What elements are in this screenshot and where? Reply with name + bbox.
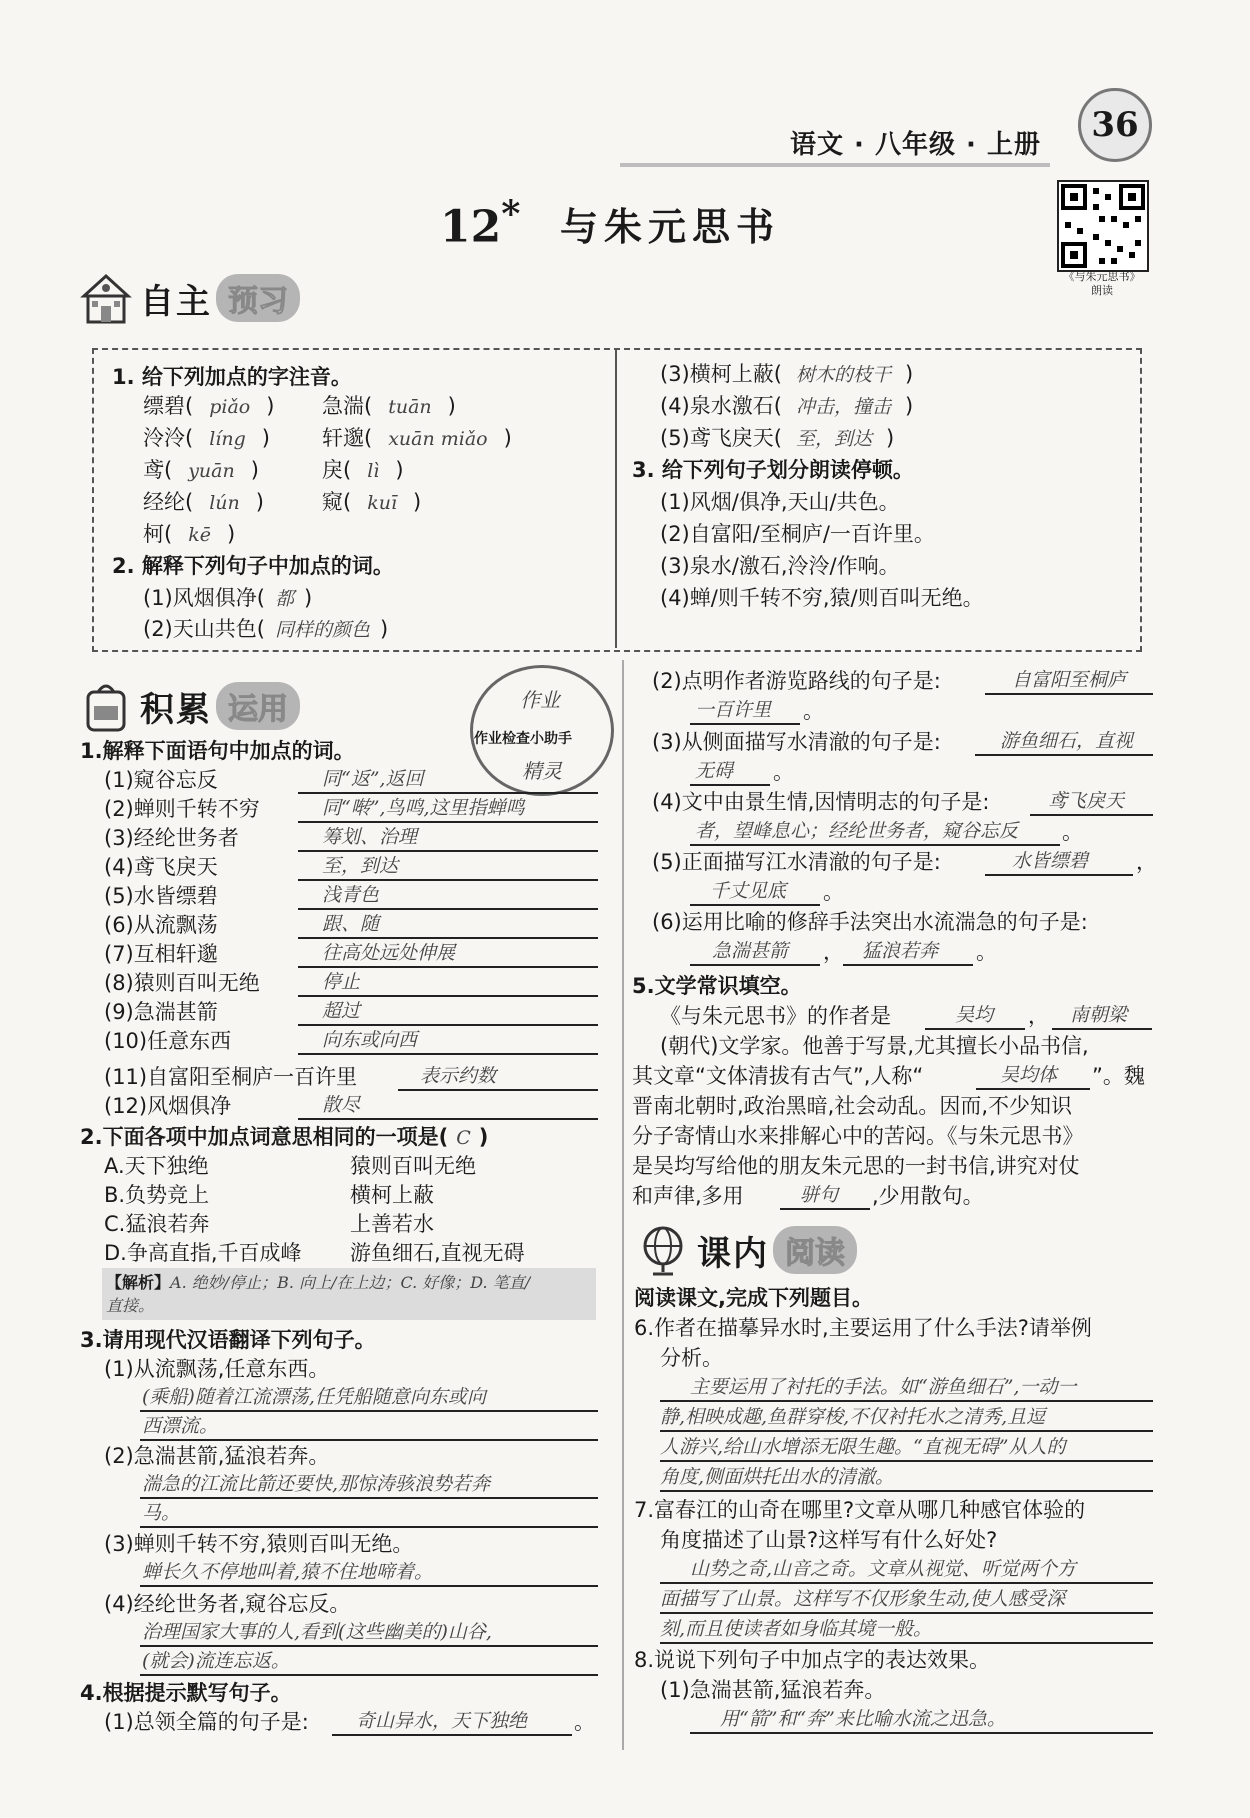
punctuation: 。 bbox=[574, 1710, 595, 1734]
answer-line bbox=[780, 1208, 870, 1210]
word-item: (5)水皆缥碧 bbox=[104, 884, 218, 908]
recite-question: (2)点明作者游览路线的句子是: bbox=[652, 669, 941, 693]
handwritten-answer: 角度,侧面烘托出水的清澈。 bbox=[660, 1466, 895, 1488]
section-title-sub: 运用 bbox=[216, 682, 300, 730]
answer-line bbox=[660, 1400, 1153, 1402]
literature-text: 和声律,多用 bbox=[632, 1184, 744, 1208]
pinyin-item: 窥( kuī ) bbox=[322, 490, 422, 514]
answer-line bbox=[140, 1526, 598, 1528]
literature-text: ”。魏 bbox=[1092, 1064, 1145, 1088]
lesson-number bbox=[440, 192, 520, 253]
literature-text: 其文章“文体清拔有古气”,人称“ bbox=[632, 1064, 924, 1088]
handwritten-answer: 刻,而且使读者如身临其境一般。 bbox=[660, 1618, 933, 1640]
handwritten-answer: 吴均体 bbox=[1000, 1064, 1058, 1086]
reading-question: 8.说说下列句子中加点字的表达效果。 bbox=[634, 1648, 991, 1672]
question-heading: 5.文学常识填空。 bbox=[632, 974, 802, 998]
word-item: (1)窥谷忘反 bbox=[104, 768, 218, 792]
pinyin-item: 缥碧( piǎo ) bbox=[143, 394, 275, 418]
analysis-line: 【解析】A. 绝妙/停止；B. 向上/在上边；C. 好像；D. 笔直/ bbox=[106, 1273, 531, 1292]
pinyin-item: 经纶( lún ) bbox=[143, 490, 264, 514]
question-heading: 1. 给下列加点的字注音。 bbox=[112, 365, 352, 389]
lesson-number-text: 12 bbox=[440, 201, 502, 253]
reading-intro: 阅读课文,完成下列题目。 bbox=[634, 1286, 873, 1310]
translate-question: (4)经纶世务者,窥谷忘反。 bbox=[104, 1592, 351, 1616]
translate-question: (1)从流飘荡,任意东西。 bbox=[104, 1357, 330, 1381]
handwritten-answer: 猛浪若奔 bbox=[862, 940, 939, 962]
qr-caption: 《与朱元思书》 朗读 bbox=[1063, 270, 1141, 297]
word-item: (2)蝉则千转不穷 bbox=[104, 797, 260, 821]
question-heading: 3. 给下列句子划分朗读停顿。 bbox=[632, 458, 914, 482]
handwritten-answer: 浅青色 bbox=[322, 884, 380, 906]
translate-question: (3)蝉则千转不穷,猿则百叫无绝。 bbox=[104, 1532, 414, 1556]
handwritten-answer: 静,相映成趣,鱼群穿梭,不仅衬托水之清秀,且逗 bbox=[660, 1406, 1046, 1428]
handwritten-answer: 山势之奇,山音之奇。文章从视觉、听觉两个方 bbox=[690, 1558, 1077, 1580]
word-item: (7)互相轩邈 bbox=[104, 942, 218, 966]
handwritten-answer: 游鱼细石，直视 bbox=[1000, 730, 1134, 752]
handwritten-answer: 至，到达 bbox=[322, 855, 399, 877]
answer-line bbox=[332, 1734, 572, 1736]
answer-line bbox=[298, 966, 598, 968]
handwritten-answer: 急湍甚箭 bbox=[712, 940, 789, 962]
pause-item: (3)泉水/激石,泠泠/作响。 bbox=[660, 554, 900, 578]
handwritten-answer: 表示约数 bbox=[420, 1065, 497, 1087]
page-number: 36 bbox=[1078, 88, 1152, 162]
recite-question: (6)运用比喻的修辞手法突出水流湍急的句子是: bbox=[652, 910, 1088, 934]
recite-question: (1)总领全篇的句子是: bbox=[104, 1710, 309, 1734]
section-title-main: 自主 bbox=[140, 281, 212, 322]
explain-item: (2)天山共色( 同样的颜色 ) bbox=[143, 617, 389, 641]
section-preview-header bbox=[78, 270, 300, 326]
punctuation: 。 bbox=[976, 940, 997, 964]
handwritten-answer: 主要运用了衬托的手法。如“游鱼细石”,一动一 bbox=[690, 1376, 1077, 1398]
handwritten-answer: 马。 bbox=[142, 1502, 181, 1524]
lesson-title: 与朱元思书 bbox=[560, 204, 781, 249]
option-right: 上善若水 bbox=[350, 1212, 434, 1236]
punctuation: 。 bbox=[1062, 820, 1083, 844]
handwritten-answer: 者，望峰息心；经纶世务者，窥谷忘反 bbox=[695, 820, 1019, 842]
option-right: 猿则百叫无绝 bbox=[350, 1154, 476, 1178]
answer-line bbox=[690, 844, 1060, 846]
handwritten-answer: 筹划、治理 bbox=[322, 826, 418, 848]
reading-question: 角度描述了山景?这样写有什么好处? bbox=[660, 1528, 998, 1552]
column-divider bbox=[622, 660, 624, 1750]
section-title-main: 积累 bbox=[140, 689, 212, 730]
handwritten-answer: 治理国家大事的人,看到(这些幽美的)山谷, bbox=[142, 1621, 492, 1643]
question-heading: 4.根据提示默写句子。 bbox=[80, 1681, 292, 1705]
answer-line bbox=[140, 1439, 598, 1441]
punctuation: ， bbox=[823, 940, 844, 964]
answer-line bbox=[985, 693, 1153, 695]
literature-text: 《与朱元思书》的作者是 bbox=[660, 1004, 891, 1028]
word-item: (12)风烟俱净 bbox=[104, 1094, 232, 1118]
answer-line bbox=[660, 1582, 1153, 1584]
handwritten-answer: 西漂流。 bbox=[142, 1415, 219, 1437]
explain-item: (4)泉水激石( 冲击，撞击 ) bbox=[660, 394, 914, 418]
backpack-icon bbox=[78, 678, 134, 734]
answer-line bbox=[140, 1585, 598, 1587]
pause-item: (4)蝉/则千转不穷,猿/则百叫无绝。 bbox=[660, 586, 984, 610]
handwritten-answer: 散尽 bbox=[322, 1094, 361, 1116]
answer-line bbox=[975, 754, 1153, 756]
header-rule bbox=[620, 163, 1050, 167]
pause-item: (2)自富阳/至桐庐/一百许里。 bbox=[660, 522, 935, 546]
analysis-line: 直接。 bbox=[106, 1296, 155, 1315]
option-right: 横柯上蔽 bbox=[350, 1183, 434, 1207]
punctuation: ， bbox=[1136, 850, 1157, 874]
handwritten-answer: 同“啭”,鸟鸣,这里指蝉鸣 bbox=[322, 797, 525, 819]
handwritten-answer: 超过 bbox=[322, 1000, 361, 1022]
answer-line bbox=[660, 1430, 1153, 1432]
handwritten-answer: 往高处远处伸展 bbox=[322, 942, 456, 964]
handwritten-answer: 人游兴,给山水增添无限生趣。“直视无碍”从人的 bbox=[660, 1436, 1066, 1458]
pinyin-item: 鸢( yuān ) bbox=[143, 458, 259, 482]
handwritten-answer: 骈句 bbox=[800, 1184, 839, 1206]
handwritten-answer: 鸢飞戾天 bbox=[1048, 790, 1125, 812]
pinyin-item: 轩邈( xuān miǎo ) bbox=[322, 426, 512, 450]
pinyin-item: 泠泠( líng ) bbox=[143, 426, 270, 450]
answer-line bbox=[298, 1118, 598, 1120]
answer-line bbox=[140, 1410, 598, 1412]
question-heading: 1.解释下面语句中加点的词。 bbox=[80, 739, 355, 763]
pinyin-item: 急湍( tuān ) bbox=[322, 394, 456, 418]
word-item: (8)猿则百叫无绝 bbox=[104, 971, 260, 995]
literature-text: (朝代)文学家。他善于写景,尤其擅长小品书信, bbox=[660, 1034, 1089, 1058]
answer-line bbox=[976, 1088, 1090, 1090]
section-practice-header bbox=[78, 678, 300, 734]
explain-item: (1)风烟俱净( 都 ) bbox=[143, 586, 313, 610]
handwritten-answer: (就会)流连忘返。 bbox=[142, 1650, 290, 1672]
answer-line bbox=[690, 964, 820, 966]
answer-line bbox=[925, 1028, 1025, 1030]
stamp-text: 作业 bbox=[520, 688, 560, 712]
answer-line bbox=[1052, 1028, 1152, 1030]
answer-line bbox=[690, 784, 770, 786]
answer-line bbox=[690, 723, 800, 725]
option-left: C.猛浪若奔 bbox=[104, 1212, 210, 1236]
recite-question: (4)文中由景生情,因情明志的句子是: bbox=[652, 790, 990, 814]
reading-question: 6.作者在描摹异水时,主要运用了什么手法?请举例 bbox=[634, 1316, 1092, 1340]
recite-question: (3)从侧面描写水清澈的句子是: bbox=[652, 730, 941, 754]
handwritten-answer: 水皆缥碧 bbox=[1012, 850, 1089, 872]
answer-line bbox=[660, 1490, 1153, 1492]
answer-line bbox=[1030, 814, 1153, 816]
punctuation: ， bbox=[1028, 1004, 1049, 1028]
reading-question: 分析。 bbox=[660, 1346, 723, 1370]
stamp-text: 精灵 bbox=[522, 759, 562, 783]
answer-line bbox=[690, 1732, 1153, 1734]
preview-box-divider bbox=[615, 350, 617, 648]
pause-item: (1)风烟/俱净,天山/共色。 bbox=[660, 490, 900, 514]
handwritten-answer: 蝉长久不停地叫着,猿不住地啼着。 bbox=[142, 1561, 434, 1583]
answer-line bbox=[660, 1460, 1153, 1462]
pinyin-item: 戾( lì ) bbox=[322, 458, 404, 482]
answer-line bbox=[140, 1497, 598, 1499]
handwritten-answer: 南朝梁 bbox=[1070, 1004, 1128, 1026]
handwritten-answer: 停止 bbox=[322, 971, 361, 993]
handwritten-answer: 向东或向西 bbox=[322, 1029, 418, 1051]
book-title: 语文 · 八年级 · 上册 bbox=[790, 130, 1041, 160]
reading-question: 7.富春江的山奇在哪里?文章从哪几种感官体验的 bbox=[634, 1498, 1086, 1522]
handwritten-answer: 自富阳至桐庐 bbox=[1012, 669, 1127, 691]
handwritten-answer: 奇山异水，天下独绝 bbox=[356, 1710, 528, 1732]
handwritten-answer: 一百许里 bbox=[695, 699, 772, 721]
lesson-mark: * bbox=[501, 192, 521, 235]
answer-line bbox=[298, 821, 598, 823]
literature-text: ,少用散句。 bbox=[872, 1184, 984, 1208]
punctuation: 。 bbox=[823, 880, 844, 904]
answer-line bbox=[298, 937, 598, 939]
word-item: (3)经纶世务者 bbox=[104, 826, 239, 850]
handwritten-answer: 用“箭”和“奔”来比喻水流之迅急。 bbox=[720, 1708, 1006, 1730]
answer-line bbox=[298, 792, 598, 794]
section-reading-header bbox=[635, 1222, 857, 1278]
pinyin-item: 柯( kē ) bbox=[143, 522, 236, 546]
answer-line bbox=[298, 1024, 598, 1026]
handwritten-answer: 吴均 bbox=[955, 1004, 994, 1026]
answer-line bbox=[843, 964, 973, 966]
school-house-icon bbox=[78, 270, 134, 326]
literature-text: 是吴均写给他的朋友朱元思的一封书信,讲究对仗 bbox=[632, 1154, 1080, 1178]
question-heading: 3.请用现代汉语翻译下列句子。 bbox=[80, 1328, 376, 1352]
answer-line bbox=[298, 879, 598, 881]
answer-line bbox=[660, 1612, 1153, 1614]
word-item: (4)鸢飞戾天 bbox=[104, 855, 218, 879]
section-title-main: 课内 bbox=[697, 1233, 769, 1274]
option-left: A.天下独绝 bbox=[104, 1154, 209, 1178]
punctuation: 。 bbox=[803, 699, 824, 723]
handwritten-answer: 千丈见底 bbox=[710, 880, 787, 902]
answer-line bbox=[985, 874, 1133, 876]
answer-line bbox=[140, 1645, 598, 1647]
explain-item: (3)横柯上蔽( 树木的枝干 ) bbox=[660, 362, 914, 386]
answer-line bbox=[660, 1642, 1153, 1644]
literature-text: 分子寄情山水来排解心中的苦闷。《与朱元思书》 bbox=[632, 1124, 1084, 1148]
handwritten-answer: 跟、随 bbox=[322, 913, 380, 935]
handwritten-answer: (乘船)随着江流漂荡,任凭船随意向东或向 bbox=[142, 1386, 486, 1408]
section-title-sub: 阅读 bbox=[773, 1226, 857, 1274]
word-item: (6)从流飘荡 bbox=[104, 913, 218, 937]
handwritten-answer: 无碍 bbox=[695, 760, 734, 782]
word-item: (10)任意东西 bbox=[104, 1029, 232, 1053]
option-right: 游鱼细石,直视无碍 bbox=[350, 1241, 525, 1265]
punctuation: 。 bbox=[773, 760, 794, 784]
recite-question: (5)正面描写江水清澈的句子是: bbox=[652, 850, 941, 874]
answer-line bbox=[140, 1674, 598, 1676]
option-left: D.争高直指,千百成峰 bbox=[104, 1241, 302, 1265]
answer-line bbox=[298, 995, 598, 997]
handwritten-answer: 湍急的江流比箭还要快,那惊涛骇浪势若奔 bbox=[142, 1473, 491, 1495]
multiple-choice-question: 2.下面各项中加点词意思相同的一项是( C ) bbox=[80, 1125, 489, 1149]
section-title-sub: 预习 bbox=[216, 274, 300, 322]
qr-code-icon[interactable] bbox=[1057, 180, 1149, 272]
literature-text: 晋南北朝时,政治黑暗,社会动乱。因而,不少知识 bbox=[632, 1094, 1073, 1118]
question-heading: 2. 解释下列句子中加点的词。 bbox=[112, 554, 394, 578]
answer-line bbox=[298, 850, 598, 852]
handwritten-answer: 同“返”,返回 bbox=[322, 768, 424, 790]
globe-icon bbox=[635, 1222, 691, 1278]
option-left: B.负势竞上 bbox=[104, 1183, 210, 1207]
answer-line bbox=[398, 1089, 598, 1091]
stamp-text: 作业检查小助手 bbox=[474, 731, 572, 747]
translate-question: (2)急湍甚箭,猛浪若奔。 bbox=[104, 1444, 330, 1468]
handwritten-answer: 面描写了山景。这样写不仅形象生动,使人感受深 bbox=[660, 1588, 1066, 1610]
reading-question: (1)急湍甚箭,猛浪若奔。 bbox=[660, 1678, 886, 1702]
answer-line bbox=[298, 1053, 598, 1055]
answer-line bbox=[690, 904, 820, 906]
explain-item: (5)鸢飞戾天( 至，到达 ) bbox=[660, 426, 895, 450]
word-item: (9)急湍甚箭 bbox=[104, 1000, 218, 1024]
word-item: (11)自富阳至桐庐一百许里 bbox=[104, 1065, 358, 1089]
answer-line bbox=[298, 908, 598, 910]
